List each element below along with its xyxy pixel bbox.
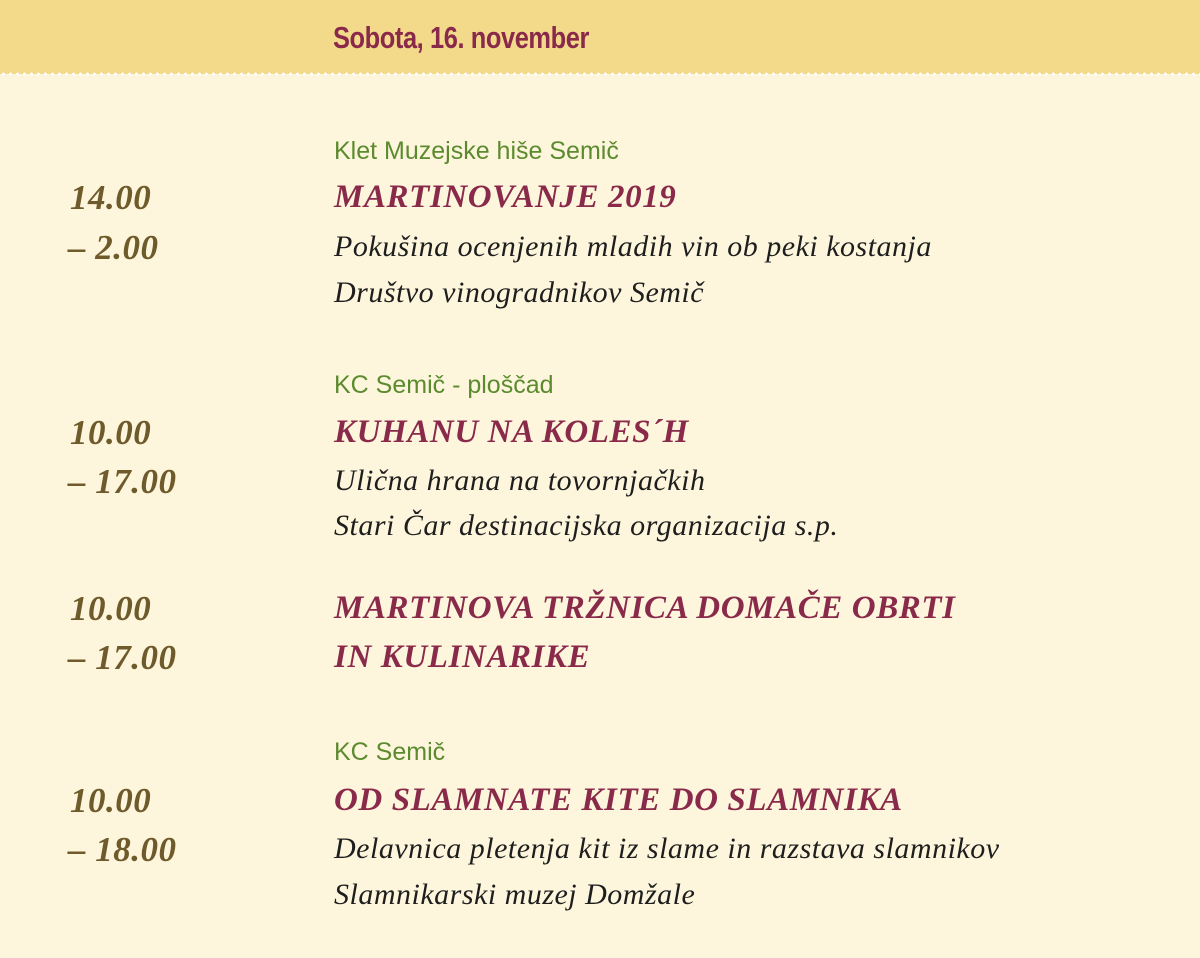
event-4-time-end: – 18.00	[68, 830, 177, 869]
event-4-time-start: 10.00	[70, 781, 152, 820]
day-heading: Sobota, 16. november	[333, 20, 589, 55]
event-1-description: Pokušina ocenjenih mladih vin ob peki kostanja	[334, 230, 932, 263]
event-1-organizer: Društvo vinogradnikov Semič	[334, 276, 705, 309]
event-4-venue: KC Semič	[334, 738, 446, 766]
event-4-description: Delavnica pletenja kit iz slame in razstava slamnikov	[334, 832, 1000, 865]
event-2-title: KUHANU NA KOLES´H	[334, 414, 689, 450]
event-3-title: MARTINOVA TRŽNICA DOMAČE OBRTI	[334, 590, 956, 626]
event-2-organizer: Stari Čar destinacijska organizacija s.p.	[334, 509, 839, 542]
event-1-time-end: – 2.00	[68, 228, 159, 267]
event-4-organizer: Slamnikarski muzej Domžale	[334, 878, 696, 911]
event-3-time-end: – 17.00	[68, 638, 177, 677]
day-header-band	[0, 0, 1200, 74]
event-3-time-start: 10.00	[70, 589, 152, 628]
header-dotted-border	[0, 72, 1200, 76]
event-3-title-line2: IN KULINARIKE	[334, 639, 591, 675]
event-2-venue: KC Semič - ploščad	[334, 371, 554, 399]
event-1-title: MARTINOVANJE 2019	[334, 179, 677, 215]
event-2-time-start: 10.00	[70, 413, 152, 452]
event-2-description: Ulična hrana na tovornjačkih	[334, 464, 706, 497]
event-4-title: OD SLAMNATE KITE DO SLAMNIKA	[334, 782, 903, 818]
event-1-time-start: 14.00	[70, 178, 152, 217]
event-2-time-end: – 17.00	[68, 462, 177, 501]
event-1-venue: Klet Muzejske hiše Semič	[334, 137, 619, 165]
